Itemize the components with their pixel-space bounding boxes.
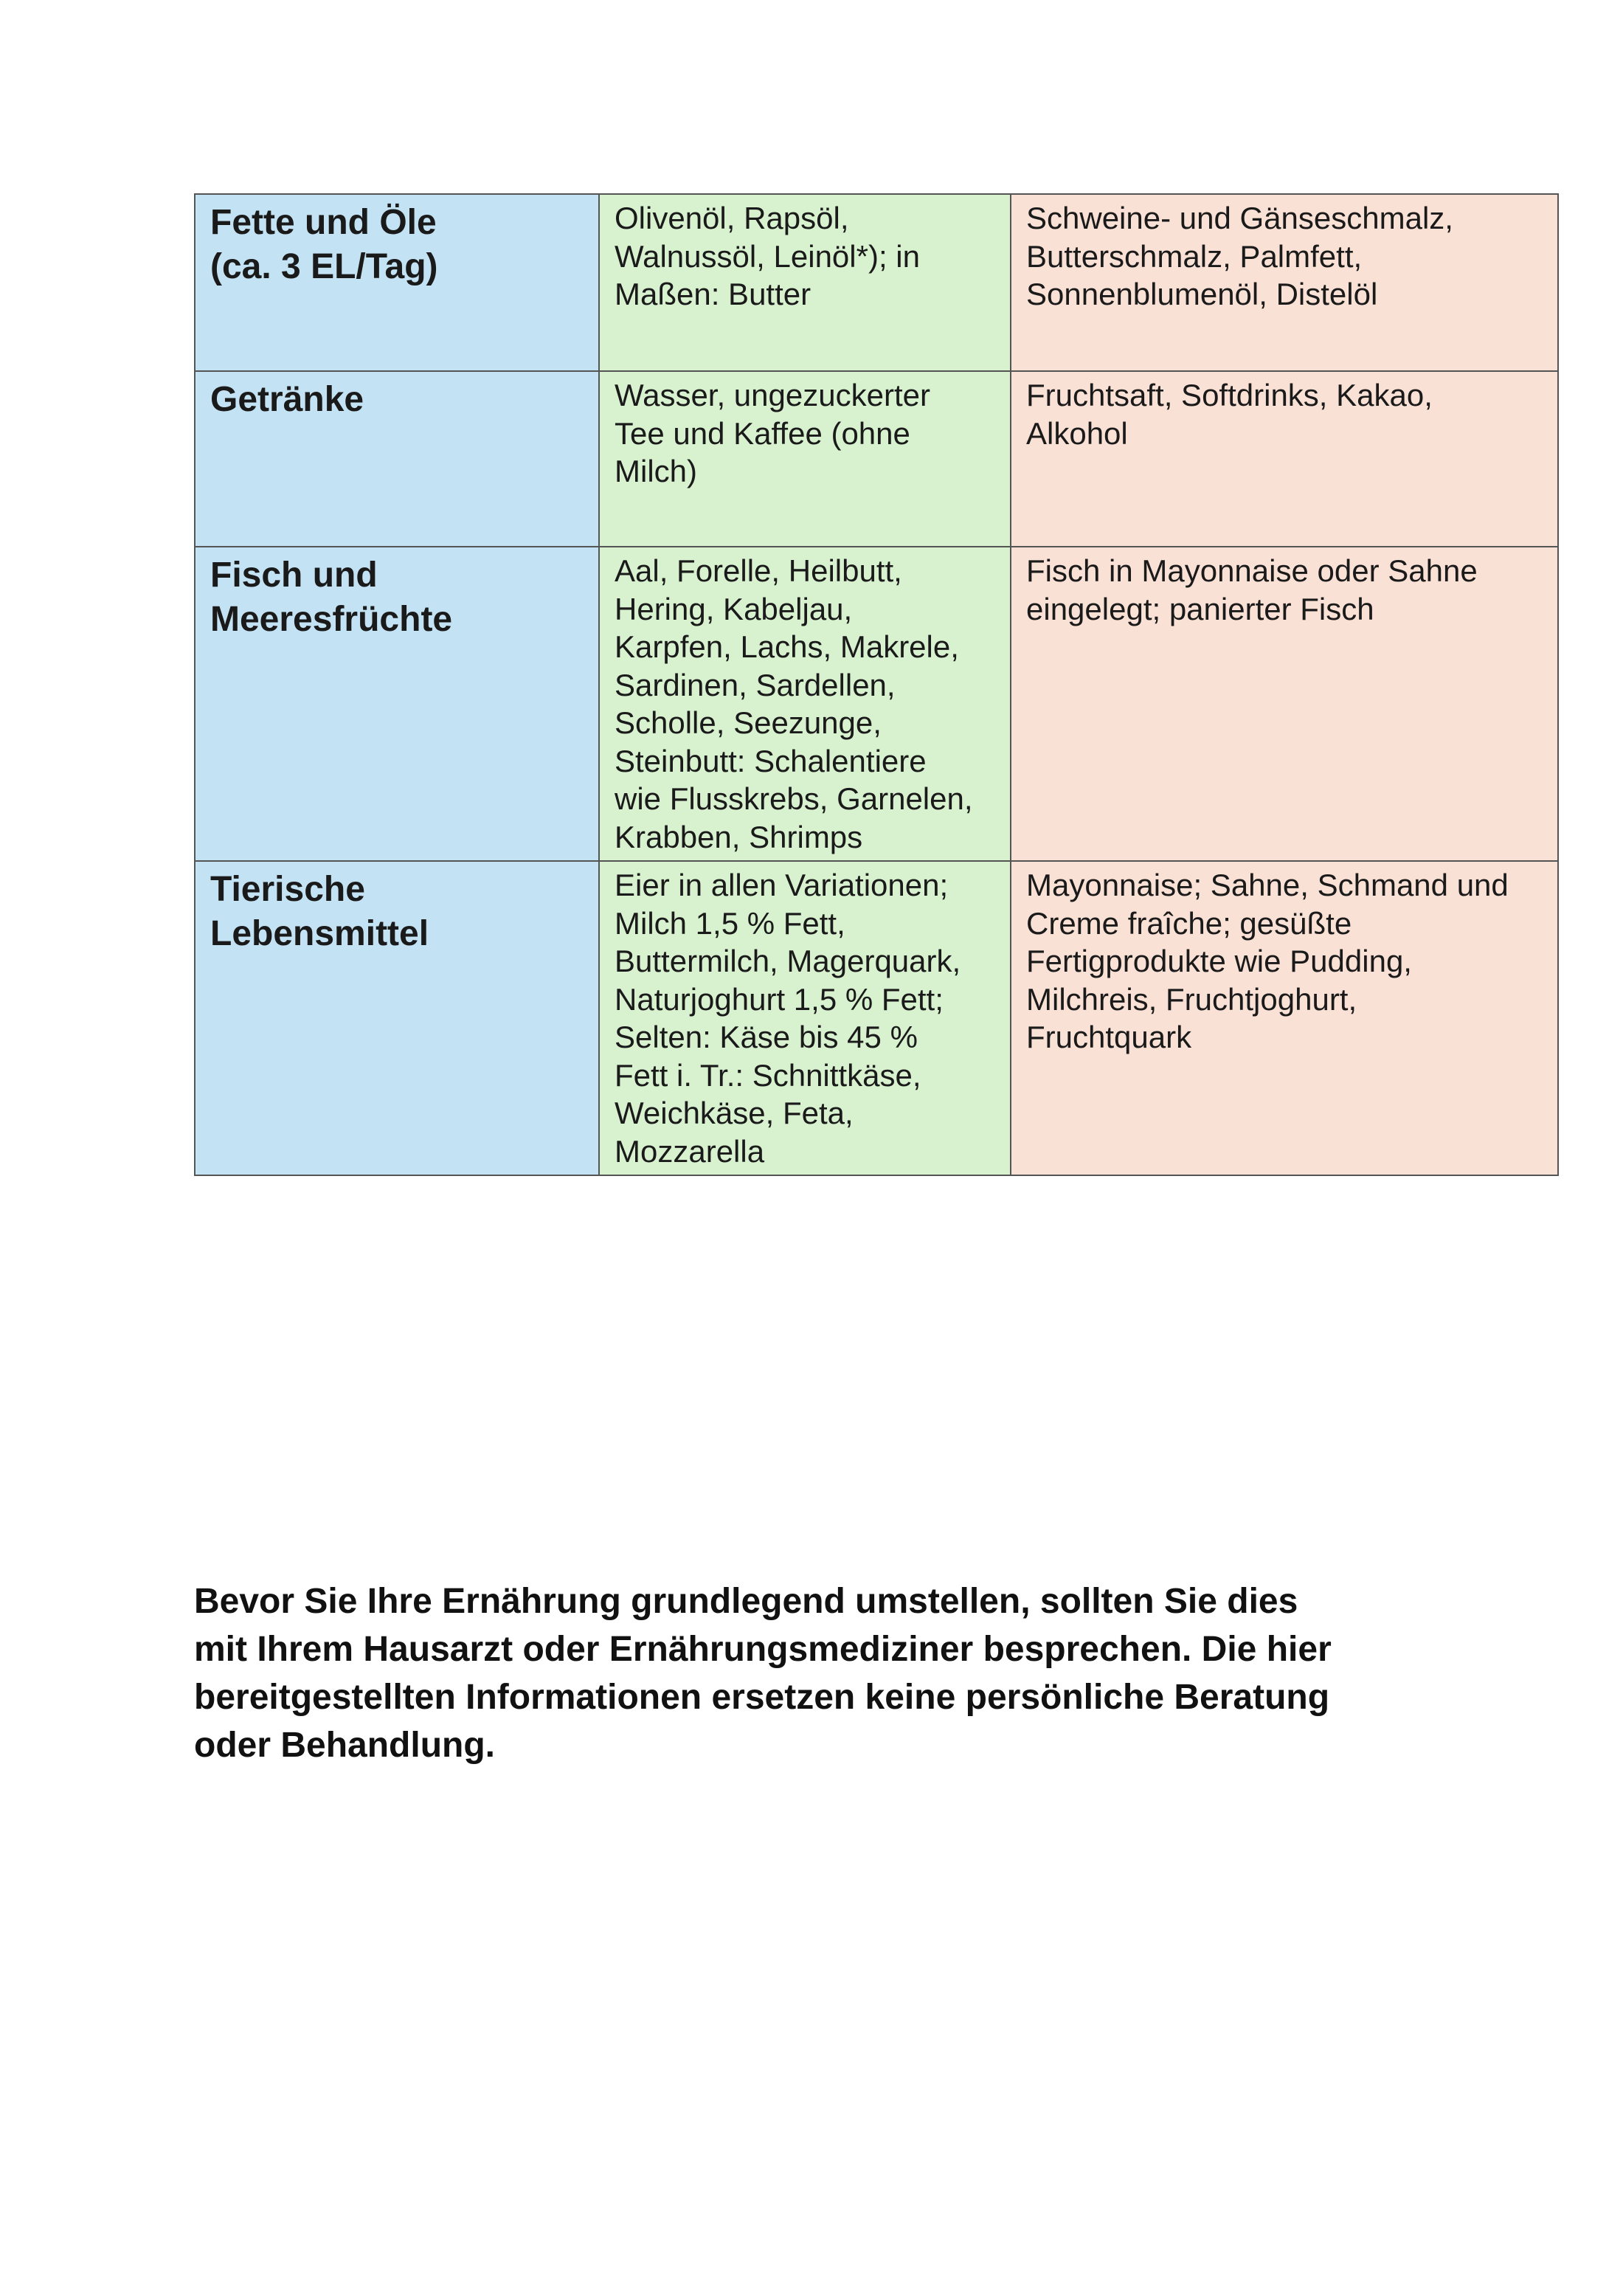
avoid-cell (1011, 194, 1558, 371)
category-cell (195, 861, 599, 1175)
avoid-cell (1011, 547, 1558, 861)
medical-disclaimer: Bevor Sie Ihre Ernährung grundlegend umstellen, sollten Sie dies mit Ihrem Hausarzt oder Ernährungsmediziner besprechen. Die hier bereitgestellten Informationen ersetzen keine persönliche Beratung oder Behandlung. (194, 1582, 1332, 1765)
category-label: Getränke (210, 380, 364, 419)
recommended-foods: Olivenöl, Rapsöl, Walnussöl, Leinöl*); in Maßen: Butter (615, 201, 920, 311)
table-row (195, 194, 1558, 371)
food-recommendation-table (194, 193, 1559, 1176)
recommended-foods: Aal, Forelle, Heilbutt, Hering, Kabeljau, Karpfen, Lachs, Makrele, Sardinen, Sardellen, Scholle, Seezunge, Steinbutt: Schalentiere wie Flusskrebs, Garnelen, Krabben, Shrimps (615, 553, 973, 854)
avoid-foods: Mayonnaise; Sahne, Schmand und Creme fraîche; gesüßte Fertigprodukte wie Pudding, Milchreis, Fruchtjoghurt, Fruchtquark (1026, 868, 1509, 1054)
category-cell (195, 547, 599, 861)
recommended-cell (599, 371, 1011, 547)
table-row (195, 371, 1558, 547)
category-cell (195, 371, 599, 547)
category-cell (195, 194, 599, 371)
recommended-foods: Eier in allen Variationen; Milch 1,5 % Fett, Buttermilch, Magerquark, Naturjoghurt 1,5 % Fett; Selten: Käse bis 45 % Fett i. Tr.: Schnittkäse, Weichkäse, Feta, Mozzarella (615, 868, 961, 1169)
recommended-cell (599, 547, 1011, 861)
avoid-cell (1011, 371, 1558, 547)
avoid-cell (1011, 861, 1558, 1175)
avoid-foods: Schweine- und Gänseschmalz, Butterschmalz, Palmfett, Sonnenblumenöl, Distelöl (1026, 201, 1453, 311)
table-row (195, 861, 1558, 1175)
recommended-foods: Wasser, ungezuckerter Tee und Kaffee (ohne Milch) (615, 378, 930, 488)
recommended-cell (599, 194, 1011, 371)
category-label: Fisch und Meeresfrüchte (210, 556, 453, 639)
avoid-foods: Fisch in Mayonnaise oder Sahne eingelegt; panierter Fisch (1026, 553, 1478, 626)
category-label: Fette und Öle (ca. 3 EL/Tag) (210, 203, 438, 286)
table-row (195, 547, 1558, 861)
recommended-cell (599, 861, 1011, 1175)
category-label: Tierische Lebensmittel (210, 870, 429, 953)
avoid-foods: Fruchtsaft, Softdrinks, Kakao, Alkohol (1026, 378, 1433, 451)
